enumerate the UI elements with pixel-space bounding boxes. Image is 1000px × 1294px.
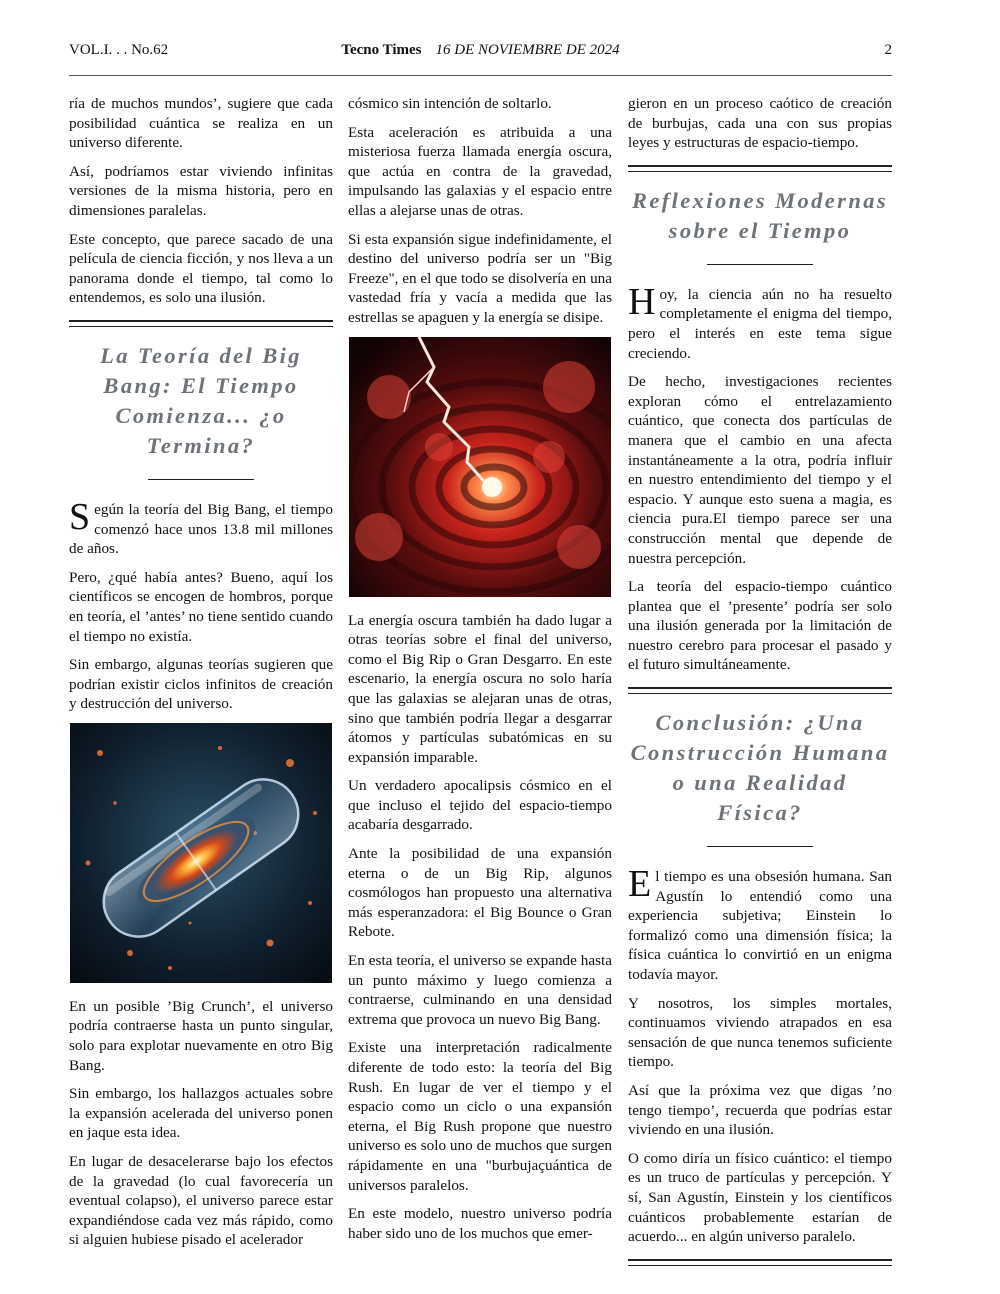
paragraph: O como diría un físico cuántico: el tiempo es un truco de partículas y percepción. Y sí, San Agustín, Einstein y los científicos cuánticos probablemente estarían de acuerdo... en algún universo paralelo.	[628, 1149, 892, 1246]
column-3	[628, 94, 892, 1280]
paragraph-with-dropcap	[69, 495, 333, 559]
paragraph: En esta teoría, el universo se expande hasta un punto máximo y luego comienza a contraerse, culminando en una densidad extrema que provoca un nuevo Big Bang.	[348, 952, 612, 1028]
paragraph: Y nosotros, los simples mortales, continuamos viviendo atrapados en esa sensación de que nunca tenemos suficiente tiempo.	[628, 994, 892, 1071]
paragraph: En un posible ’Big Crunch’, el universo podría contraerse hasta un punto singular, solo para explotar nuevamente en otro Big Bang.	[69, 997, 333, 1074]
paragraph: Existe una interpretación radicalmente diferente de todo esto: la teoría del Big Rush. En lugar de ver el tiempo y el espacio como un ciclo o una expansión eterna, el Big Rush propone que nuestro universo es solo uno de muchos que surgen rápidamente en una "burbujaçuántica de universos paralelos.	[348, 1039, 612, 1194]
end-divider	[628, 1259, 892, 1266]
volume-label: VOL.I. . . No.62	[69, 42, 169, 58]
title-underline	[707, 846, 813, 847]
column-1	[69, 94, 333, 1259]
title-underline	[707, 264, 813, 265]
newspaper-name: Tecno Times	[341, 42, 422, 58]
drop-cap: E	[628, 863, 652, 906]
page-number: 2	[884, 42, 892, 58]
paragraph: gieron en un proceso caótico de creación de burbujas, cada una con sus propias leyes y estructuras de espacio-tiempo.	[628, 95, 892, 152]
page-header	[69, 42, 892, 64]
title-underline	[148, 479, 254, 480]
red-vortex-illustration	[349, 337, 611, 597]
paragraph: La teoría del espacio-tiempo cuántico plantea que el ’presente’ podría ser solo una ilusión generada por la limitación de nuestro cerebro para procesar el pasado y el futuro simultáneamente.	[628, 578, 892, 674]
paragraph: ría de muchos mundos’, sugiere que cada posibilidad cuántica se realiza en un universo diferente.	[69, 95, 333, 152]
paragraph: Pero, ¿qué había antes? Bueno, aquí los científicos se encogen de hombros, porque en teoría, el ’antes’ no tiene sentido cuando el tiempo no existía.	[69, 568, 333, 645]
paragraph: Esta aceleración es atribuida a una misteriosa fuerza llamada energía oscura, que actúa en contra de la gravedad, impulsando las galaxias y el espacio entre ellas a alejarse unas de otras.	[348, 123, 612, 219]
paragraph: Un verdadero apocalipsis cósmico en el que incluso el tejido del espacio-tiempo acabaría desgarrado.	[348, 777, 612, 834]
section-divider	[69, 320, 333, 327]
drop-cap: H	[628, 280, 656, 323]
paragraph-text: l tiempo es una obsesión humana. San Agustín lo entendió como una experiencia subjetiva; Einstein lo formalizó como una dimensión física; la física cuántica lo convirtió en un enigma todavía mayor.	[628, 868, 892, 984]
paragraph-with-dropcap	[628, 280, 892, 363]
galaxy-capsule-illustration	[70, 723, 332, 983]
red-vortex-image	[349, 337, 611, 597]
paragraph: La energía oscura también ha dado lugar a otras teorías sobre el final del universo, como el Big Rip o Gran Desgarro. En este escenario, la energía oscura no solo haría que las galaxias se alejaran unas de otras, sino que también podría llegar a desgarrar átomos y partículas subatómicas en su expansión imparable.	[348, 611, 612, 766]
section-title-reflexiones: Reflexiones Modernas sobre el Tiempo	[631, 187, 889, 243]
section-title-big-bang: La Teoría del Big Bang: El Tiempo Comienza... ¿o Termina?	[100, 342, 302, 458]
drop-cap: S	[69, 495, 91, 538]
paragraph-with-dropcap	[628, 863, 892, 985]
paragraph: Este concepto, que parece sacado de una película de ciencia ficción, y nos lleva a un panorama donde el tiempo, tal como lo entendemos, es solo una ilusión.	[69, 230, 333, 307]
paragraph: Así que la próxima vez que digas ’no tengo tiempo’, recuerda que podrías estar viviendo en una ilusión.	[628, 1082, 892, 1139]
header-divider	[69, 75, 892, 76]
paragraph-text: oy, la ciencia aún no ha resuelto completamente el enigma del tiempo, pero el interés en este tema sigue creciendo.	[628, 285, 892, 362]
section-title-conclusion: Conclusión: ¿Una Construcción Humana o una Realidad Física?	[630, 710, 890, 826]
paragraph: Sin embargo, algunas teorías sugieren que podrían existir ciclos infinitos de creación y destrucción del universo.	[69, 656, 333, 713]
column-2	[348, 94, 612, 1252]
paragraph-text: egún la teoría del Big Bang, el tiempo comenzó hace unos 13.8 mil millones de años.	[69, 500, 333, 558]
paragraph: Así, podríamos estar viviendo infinitas versiones de la misma historia, pero en dimensiones paralelas.	[69, 162, 333, 219]
galaxy-capsule-image	[70, 723, 332, 983]
paragraph: Sin embargo, los hallazgos actuales sobre la expansión acelerada del universo ponen en jaque esta idea.	[69, 1085, 333, 1142]
paragraph: cósmico sin intención de soltarlo.	[348, 95, 552, 112]
issue-date: 16 DE NOVIEMBRE DE 2024	[435, 42, 620, 58]
paragraph: En lugar de desacelerarse bajo los efectos de la gravedad (lo cual favorecería un eventual colapso), el universo parece estar expandiéndose cada vez más rápido, como si alguien hubiese pisado el acelerador	[69, 1153, 333, 1249]
paragraph: En este modelo, nuestro universo podría haber sido uno de los muchos que emer-	[348, 1205, 612, 1242]
paragraph: Si esta expansión sigue indefinidamente, el destino del universo podría ser un "Big Freeze", en el que todo se disolvería en una vastedad fría y vacía a medida que las estrellas se apaguen y la energía se disipe.	[348, 230, 612, 326]
section-divider	[628, 687, 892, 694]
paragraph: Ante la posibilidad de una expansión eterna o de un Big Rip, algunos cosmólogos han propuesto una alternativa más esperanzadora: el Big Bounce o Gran Rebote.	[348, 845, 612, 941]
paragraph: De hecho, investigaciones recientes exploran cómo el entrelazamiento cuántico, que conecta dos partículas de manera que el cambio en una afecta instantáneamente a la otra, podría influir en nuestro entendimiento del tiempo y el espacio. Y aunque esto suena a magia, es ciencia pura.El tiempo parece ser una construcción mental que depende de nuestra percepción.	[628, 373, 892, 567]
masthead	[69, 42, 892, 59]
section-divider	[628, 165, 892, 172]
